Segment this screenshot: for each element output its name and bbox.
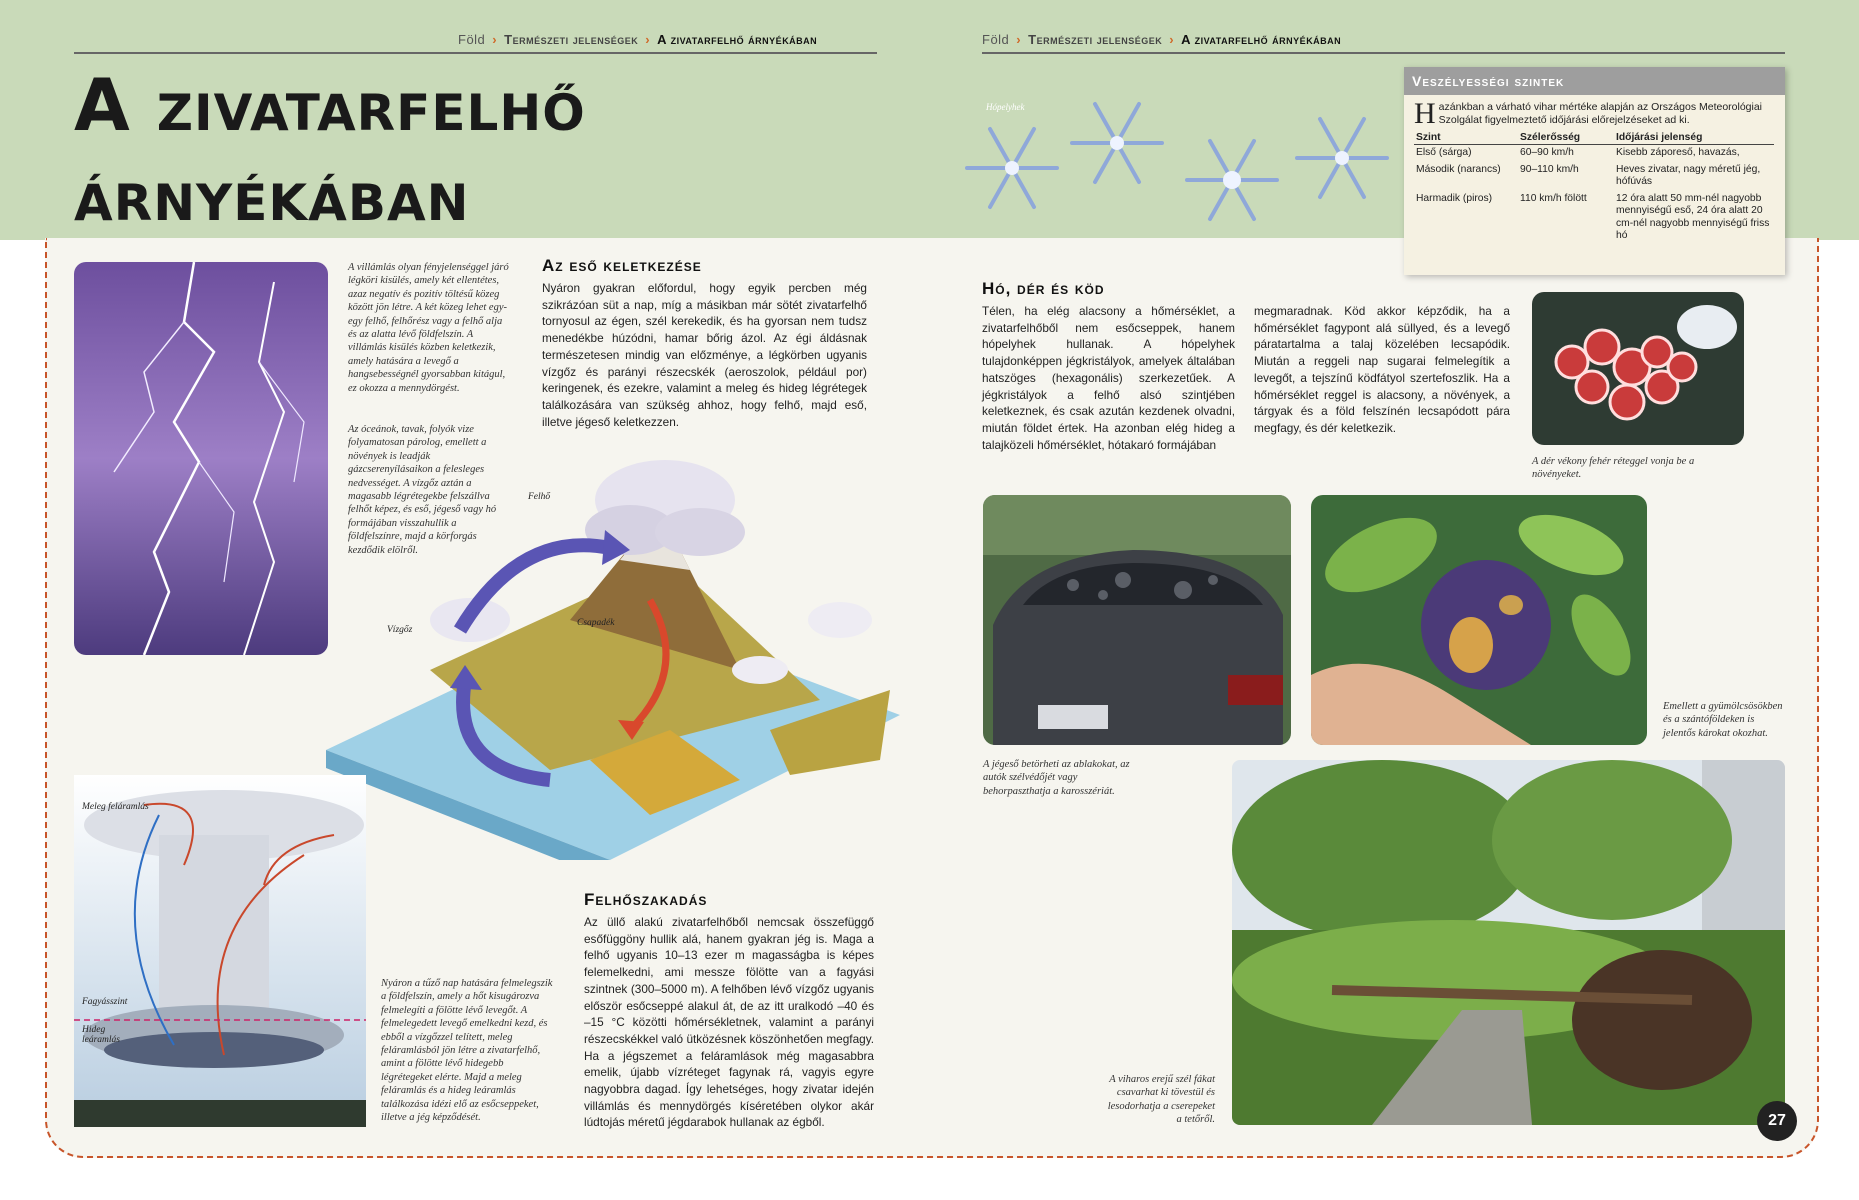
table-cell: Harmadik (piros)	[1416, 192, 1493, 204]
title-line: A zivatarfelhő	[74, 63, 586, 147]
section-text-snow-1: Télen, ha elég alacsony a hőmérséklet, a zivatarfelhőből nem esőcseppek, hanem hópelyhek hullanak. A hópelyhek tulajdonképpen jégkristályok, amelyek általában hatszöges (hexagonális) szerkezetűek. A jégkristályok a felhő alsó szintjében keletkeznek, és csak azután kezdenek olvadni, miután földet értek. Ha azonban elég hideg a talajközeli hőmérséklet, hótakaró formájában	[982, 304, 1235, 452]
lightning-photo	[74, 262, 328, 655]
lightning-caption: A villámlás olyan fényjelenséggel járó légköri kisülés, amely két ellentétes, azaz negatív és pozitív töltésű közeg között jön létre. A két közeg lehet egy-egy felhő, felhőrész vagy a felhő alja és az alatta lévő földfelszín. A villámlás kisülés közben keletkezik, amely hatására a levegő a hangsebességnél gyorsabban kitágul, ez okozza a mennydörgést.	[348, 262, 509, 394]
storm-cloud-caption: Nyáron a tűző nap hatására felmelegszik a földfelszín, amely a hőt kisugározva felmelegíti a fölötte lévő levegőt. A felmelegedett levegő emelkedni kezd, és ebből a vízgőzzel telített, meleg feláramlásból jön létre a zivatarfelhő, amint a fölötte lévő hidegebb légrétegeket elérte. Majd a meleg feláramlás és a hideg leáramlás találkozása idézi elő az esőcseppeket, illetve a jég képződését.	[381, 978, 553, 1124]
water-cycle-caption: Az óceánok, tavak, folyók vize folyamatosan párolog, emellett a növények is leadják gázcserenyílásaikon a felesleges nedvességet. A vízgőz aztán a magasabb légrétegekbe felszállva felhőt képez, és eső, jégeső vagy hó formájában visszahullik a földfelszínre, majd a körforgás kezdődik elölről.	[348, 424, 497, 556]
snowflakes-label: Hópelyhek	[986, 102, 1025, 112]
table-header: Időjárási jelenség	[1614, 131, 1774, 145]
diagram-label-cold-down: Hideg leáramlás	[82, 1025, 120, 1045]
breadcrumb-item[interactable]: Természeti jelenségek	[504, 32, 639, 47]
section-text-rain: Nyáron gyakran előfordul, hogy egyik percben még szikrázóan süt a nap, míg a másikban már sötét zivatarfelhő tornyosul az égen, szél kerekedik, és ha gyorsan nem tudsz menedékbe húzódni, hamar bőrig ázol. Az égi áldásnak természetesen mindig van előzménye, a légkörben ugyanis vízgőz és parányi részecskék (aeroszolok, például por) keringenek, és ezekre, valamint a meleg és hideg légrétegek találkozására van szükség ahhoz, hogy felhő, majd eső, illetve jégeső keletkezzen.	[542, 281, 867, 429]
table-row	[1414, 162, 1774, 191]
diagram-label-freeze: Fagyásszint	[82, 997, 128, 1007]
breadcrumb-left: Föld › Természeti jelenségek › A zivatarfelhő árnyékában	[458, 32, 818, 47]
fallen-tree-photo	[1232, 760, 1785, 1125]
hazard-levels-box	[1404, 67, 1785, 275]
page-number: 27	[1757, 1101, 1797, 1141]
table-cell: 90–110 km/h	[1520, 163, 1579, 175]
fallen-tree-caption: A viharos erejű szél fákat csavarhat ki tövestül és lesodorhatja a cserepeket a tetőről.	[1107, 1074, 1215, 1126]
table-row	[1414, 145, 1774, 162]
breadcrumb-item: A zivatarfelhő árnyékában	[657, 32, 818, 47]
table-cell: Heves zivatar, nagy méretű jég, hófúvás	[1616, 163, 1761, 187]
hazard-dropcap: H	[1414, 97, 1436, 130]
breadcrumb-item[interactable]: Föld	[458, 32, 486, 47]
breadcrumb-item: A zivatarfelhő árnyékában	[1181, 32, 1342, 47]
table-header-row	[1414, 131, 1774, 145]
section-heading-downpour: Felhőszakadás	[584, 890, 708, 909]
table-cell: Második (narancs)	[1416, 163, 1501, 175]
diagram-label-vapor: Vízgőz	[387, 625, 413, 635]
breadcrumb-item[interactable]: Természeti jelenségek	[1028, 32, 1163, 47]
hazard-intro-text: azánkban a várható vihar mértéke alapján az Országos Meteorológiai Szolgálat figyelmeztető időjárási előrejelzéseket ad ki.	[1438, 101, 1763, 126]
hail-fruit-photo	[1311, 495, 1647, 745]
hazard-table	[1414, 131, 1774, 245]
table-cell: Kisebb záporeső, havazás,	[1616, 147, 1740, 158]
hazard-intro	[1404, 95, 1785, 131]
page-title	[74, 60, 586, 240]
table-cell: 12 óra alatt 50 mm-nél nagyobb mennyiségű eső, 24 óra alatt 20 cm-nél nagyobb mennyiségű friss hó	[1616, 192, 1770, 241]
title-line: árnyékában	[74, 153, 470, 237]
hail-car-caption: A jégeső betörheti az ablakokat, az autók szélvédőjét vagy behorpaszthatja a karosszériát.	[983, 759, 1130, 797]
header-rule-right	[982, 52, 1785, 54]
section-heading-snow: Hó, dér és köd	[982, 279, 1105, 298]
section-text-snow-2: megmaradnak. Köd akkor képződik, ha a hőmérséklet fagypont alá süllyed, és a levegő páratartalma a talaj közelében lecsapódik. Miután a reggeli nap sugarai felmelegítik a levegőt, a tejszínű ködfátyol szertefoszlik. Ha a hőmérséklet reggel is alacsony, a növények, a tárgyak és a föld felszínén lecsapódott pára megfagy, és dér keletkezik.	[1254, 304, 1510, 435]
header-rule-left	[74, 52, 877, 54]
table-cell: Első (sárga)	[1416, 147, 1472, 158]
hail-fruit-caption: Emellett a gyümölcsösökben és a szántóföldeken is jelentős károkat okozhat.	[1663, 701, 1783, 739]
breadcrumb-right: Föld › Természeti jelenségek › A zivatarfelhő árnyékában	[982, 32, 1342, 47]
frost-berries-photo	[1532, 292, 1744, 445]
water-cycle-diagram	[320, 440, 900, 860]
table-cell: 110 km/h fölött	[1520, 192, 1587, 204]
diagram-label-precip: Csapadék	[577, 618, 615, 628]
diagram-label-cloud: Felhő	[528, 492, 551, 502]
table-header: Szélerősség	[1518, 131, 1614, 145]
hail-car-photo	[983, 495, 1291, 745]
hazard-title: Veszélyességi szintek	[1404, 67, 1785, 95]
table-row	[1414, 191, 1774, 245]
snowflakes-image	[962, 88, 1402, 228]
section-text-downpour: Az üllő alakú zivatarfelhőből nemcsak összefüggő esőfüggöny hullik alá, hanem gyakran jég is. Maga a felhő ugyanis 10–13 ezer m magasságba is képes felemelkedni, ami messze fölötte van a fagyási szintnek (300–5000 m). A felhőben lévő vízgőz ugyanis először esőcseppé alakul át, de az itt uralkodó –40 és –15 °C közötti hőmérsékletnek, valamint a parányi részecskékkel való ütközésnek köszönhetően megfagy. Ha a jégszemet a feláramlások még magasabbra emelik, újabb vízréteget fagynak rá, vagyis egyre nagyobbra dagad. Így lehetséges, hogy zivatar idején villámlás és mennydörgés kíséretében olykor akár lúdtojás méretű jégdarabok hullanak az égből.	[584, 915, 874, 1130]
breadcrumb-item[interactable]: Föld	[982, 32, 1010, 47]
storm-cloud-illustration	[74, 775, 366, 1127]
table-header: Szint	[1414, 131, 1518, 145]
frost-caption: A dér vékony fehér réteggel vonja be a növényeket.	[1532, 456, 1695, 481]
table-cell: 60–90 km/h	[1520, 147, 1574, 158]
diagram-label-warm-up: Meleg feláramlás	[82, 802, 149, 812]
section-heading-rain: Az eső keletkezése	[542, 256, 702, 275]
